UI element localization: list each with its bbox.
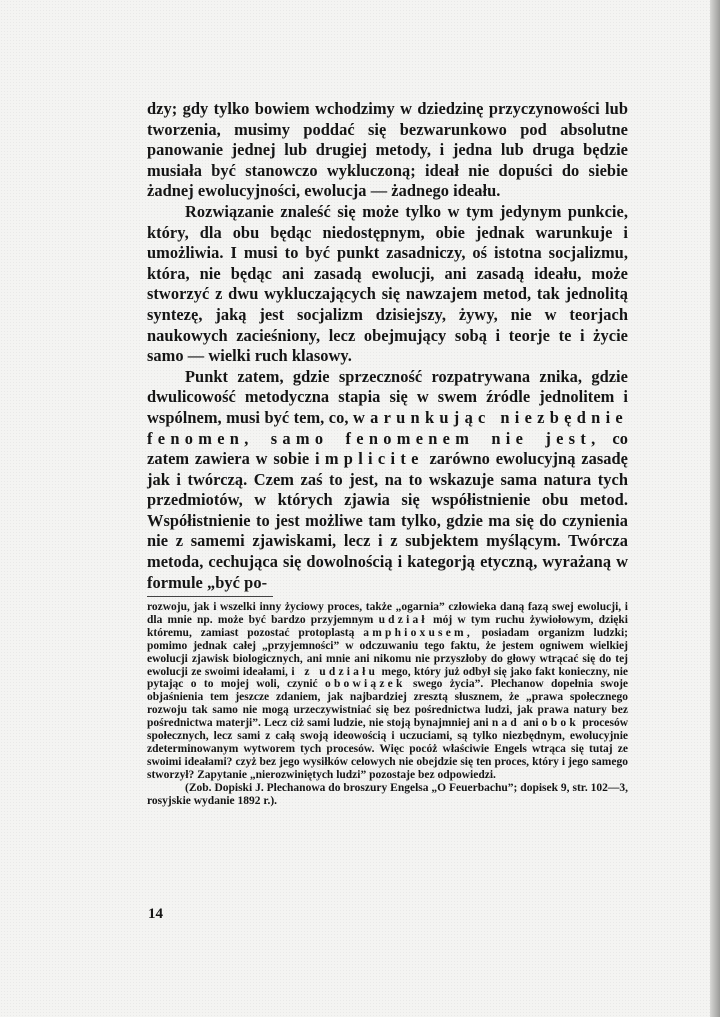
footnote-text-b: mój w tym ruchu żywiołowym, dzięki któremu, zamiast pozostać protoplastą (147, 613, 629, 639)
footnote-text-g: procesów społecznych, lecz sami z całą swoją ideowością i uczuciami, są tylko niezbędnym, ewolucyjnie zdeterminowanym wytworem tych procesów. Więc pocóż właściwie Engels wtrąca się tutaj ze swoimi ideałami? czyż bez jego wysiłków celowych nie obejdzie się ten proces, który i jego samego stworzył? Zapytanie „nierozwiniętych ludzi” pozostaje bez odpowiedzi. (147, 717, 628, 781)
footnote-spaced-1: udział (378, 613, 428, 626)
paragraph-3-text-b: co zatem zawiera w sobie (147, 428, 628, 469)
paragraph-3-text-a: Punkt zatem, gdzie sprzeczność rozpatrywana znika, gdzie dwulicowość metodyczna stapia się w swem źródle jednolitem i wspólnem, musi być tem, co, (147, 366, 628, 427)
paragraph-3-spaced-emphasis-1: warunkując niezbędnie fenomen, samo fenomenem nie jest, (147, 407, 628, 448)
paragraph-3-text-c: zarówno ewolucyjną zasadę jak i twórczą. Czem zaś to jest, na to wskazuje sama natura tych przedmiotów, w których zjawia się współistnienie obu metod. Współistnienie to jest możliwe tam tylko, gdzie ma się do czynienia nie z samemi zjawiskami, lecz i z subjektem myślącym. Twórcza metoda, cechująca się dowolnością i kategorją etyczną, wyrażaną w formule „być po- (147, 449, 628, 592)
footnote (147, 601, 628, 808)
footnote-spaced-4: obowiązek (325, 678, 406, 691)
footnote-source: (Zob. Dopiski J. Plechanowa do broszury Engelsa „O Feuerbachu”; dopisek 9, str. 102—3, rosyjskie wydanie 1892 r.). (147, 781, 628, 807)
paragraph-3-spaced-emphasis-2: implicite (314, 449, 424, 469)
footnote-text-d: mego, który już odbył się jako fakt konieczny, nie pytając o to mojej woli, czynić (147, 665, 629, 691)
page-number: 14 (148, 906, 163, 922)
footnote-spaced-6: obok (541, 717, 579, 730)
footnote-text-c: posiadam organizm ludzki; pomimo jednak całej „przyjemności” w odczuwaniu tego faktu, że jestem ogniwem wielkiej ewolucji zjawisk biologicznych, ani mnie ani nikomu nie przyszłoby do głowy wtrącać się do tej ewolucji ze swoimi ideałami, (147, 626, 629, 678)
page-edge-shadow (710, 0, 720, 1017)
footnote-text-a: rozwoju, jak i wszelki inny życiowy proces, także „ogarnia” człowieka daną fazą swej ewolucji, i dla mnie np. może być bardzo przyjemnym (147, 601, 628, 626)
footnote-spaced-3: i z udziału (291, 665, 379, 678)
footnote-text-f: ani (523, 717, 539, 730)
main-text (147, 99, 628, 593)
paragraph-3 (147, 367, 628, 594)
footnote-text-e: swego życia”. Plechanow dopełnia swoje objaśnienia tem jeszcze zdaniem, jak najbardziej zresztą słusznem, że „prawa społecznego rozwoju tak samo nie mogą urzeczywistniać się bez pośrednictwa ludzi, jak prawa natury bez pośrednictwa materji”. Lecz ciż sami ludzie, nie stoją bynajmniej ani (147, 678, 629, 730)
footnote-divider (147, 596, 273, 597)
footnote-spaced-2: amphioxusem, (363, 626, 473, 639)
paragraph-2: Rozwiązanie znaleść się może tylko w tym jedynym punkcie, który, dla obu będąc niedostępnym, obie jednak warunkuje i umożliwia. I musi to być punkt zasadniczy, oś istotna socjalizmu, która, nie będąc ani zasadą ewolucji, ani zasadą ideału, może stworzyć z dwu wykluczających się nawzajem metod, tak jednolitą syntezę, jaką jest socjalizm dzisiejszy, żywy, nie w teorjach naukowych zacieśniony, lecz obejmujący sobą i teorje te i życie samo — wielki ruch klasowy. (147, 201, 628, 366)
footnote-body (147, 601, 628, 782)
paragraph-1: dzy; gdy tylko bowiem wchodzimy w dziedzinę przyczynowości lub tworzenia, musimy poddać się bezwarunkowo pod absolutne panowanie jednej lub drugiej metody, i jedna lub druga będzie musiała być stanowczo wykluczoną; ideał nie dopuści do siebie żadnej ewolucyjności, ewolucja — żadnego ideału. (147, 99, 628, 201)
footnote-spaced-5: nad (491, 717, 520, 730)
